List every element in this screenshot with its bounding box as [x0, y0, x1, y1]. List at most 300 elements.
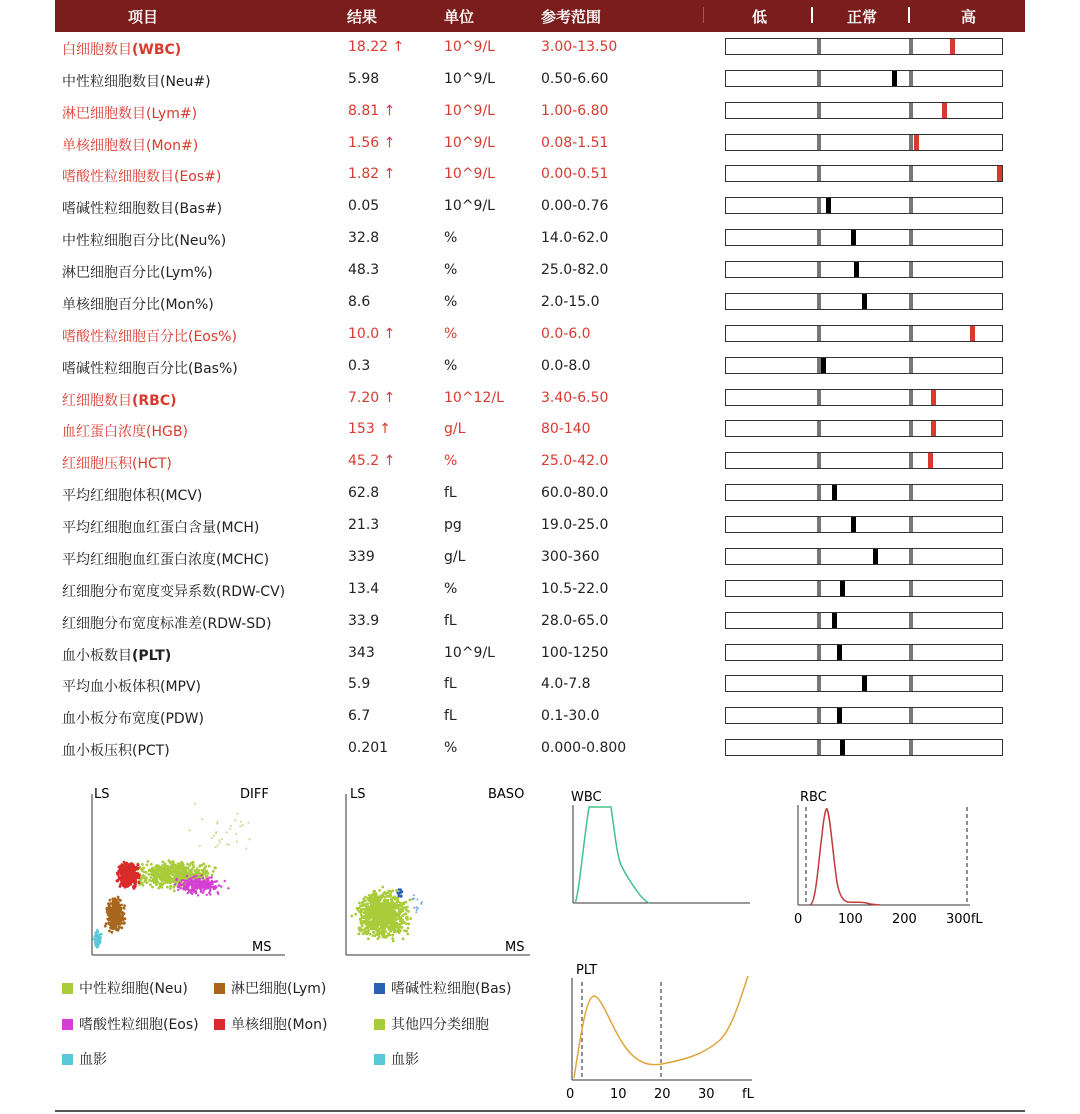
gauge-boundary	[817, 549, 821, 564]
row-unit: fL	[444, 708, 457, 725]
plt-tick-0: 0	[566, 1087, 575, 1102]
row-range: 60.0-80.0	[541, 485, 609, 502]
row-range: 28.0-65.0	[541, 612, 609, 629]
diff-scatter-points	[92, 803, 250, 949]
row-range: 80-140	[541, 421, 591, 438]
scatter-dot	[115, 909, 118, 912]
scatter-dot	[385, 922, 388, 925]
scatter-dot	[378, 889, 381, 892]
scatter-dot	[181, 879, 183, 881]
row-item-name: 嗜酸性粒细胞数目(Eos#)	[62, 169, 222, 186]
scatter-dot	[415, 911, 417, 913]
scatter-dot	[208, 886, 210, 888]
table-row	[0, 287, 1080, 319]
scatter-dot	[187, 882, 189, 884]
scatter-dot	[402, 937, 405, 940]
table-row	[0, 96, 1080, 128]
scatter-dot	[159, 877, 162, 880]
scatter-dot	[206, 870, 209, 873]
row-item-name: 白细胞数目(WBC)	[62, 42, 182, 58]
scatter-dot	[177, 862, 180, 865]
row-item-name: 红细胞分布宽度变异系数(RDW-CV)	[62, 583, 286, 600]
scatter-dot	[143, 880, 146, 883]
gauge-boundary	[817, 39, 821, 54]
row-item-name: 平均红细胞血红蛋白浓度(MCHC)	[62, 551, 270, 568]
scatter-dot	[365, 933, 368, 936]
scatter-dot	[395, 923, 398, 926]
scatter-dot	[173, 871, 176, 874]
scatter-dot	[181, 862, 184, 865]
row-item-name: 淋巴细胞百分比(Lym%)	[62, 265, 213, 282]
scatter-dot	[200, 885, 202, 887]
row-result: 0.05	[348, 198, 380, 215]
scatter-dot	[373, 901, 376, 904]
scatter-dot	[147, 860, 150, 863]
scatter-dot	[405, 912, 408, 915]
scatter-dot	[364, 908, 367, 911]
scatter-dot	[367, 937, 370, 940]
scatter-dot	[202, 891, 204, 893]
table-row	[0, 606, 1080, 638]
scatter-dot	[229, 828, 231, 830]
gauge-boundary	[817, 71, 821, 86]
legend-swatch	[374, 983, 385, 994]
row-item-name: 红细胞分布宽度标准差(RDW-SD)	[62, 615, 272, 632]
scatter-dot	[409, 899, 412, 902]
scatter-dot	[369, 899, 372, 902]
scatter-dot	[155, 883, 158, 886]
table-row	[0, 319, 1080, 351]
gauge-boundary	[909, 39, 913, 54]
scatter-dot	[373, 906, 376, 909]
scatter-dot	[205, 876, 208, 879]
scatter-dot	[235, 833, 237, 835]
scatter-dot	[162, 875, 165, 878]
plt-hist-title: PLT	[576, 963, 598, 978]
diff-scatter-plot	[80, 780, 290, 960]
legend-swatch	[374, 1054, 385, 1065]
scatter-dot	[155, 880, 158, 883]
scatter-dot	[149, 883, 152, 886]
scatter-dot	[143, 875, 146, 878]
scatter-dot	[381, 886, 384, 889]
row-result: 5.9	[348, 676, 371, 693]
row-unit: 10^9/L	[444, 644, 495, 661]
scatter-dot	[376, 916, 379, 919]
scatter-dot	[141, 884, 144, 887]
gauge-marker	[832, 485, 837, 500]
row-item-name: 嗜酸性粒细胞百分比(Eos%)	[62, 328, 237, 345]
scatter-dot	[362, 932, 365, 935]
scatter-dot	[105, 922, 108, 925]
row-item-name: 平均血小板体积(MPV)	[62, 679, 202, 696]
scatter-dot	[390, 890, 393, 893]
table-row	[0, 701, 1080, 733]
gauge-marker	[892, 71, 897, 86]
scatter-dot	[145, 871, 148, 874]
gauge-marker	[821, 358, 826, 373]
scatter-dot	[174, 883, 176, 885]
scatter-dot	[206, 894, 208, 896]
scatter-dot	[150, 863, 153, 866]
scatter-dot	[392, 906, 395, 909]
scatter-dot	[391, 937, 394, 940]
scatter-dot	[395, 889, 398, 892]
scatter-dot	[114, 898, 117, 901]
gauge-boundary	[817, 740, 821, 755]
scatter-dot	[180, 887, 182, 889]
scatter-dot	[191, 867, 194, 870]
scatter-dot	[393, 902, 396, 905]
scatter-dot	[120, 904, 123, 907]
row-result: 48.3	[348, 262, 380, 279]
scatter-dot	[364, 917, 367, 920]
row-range: 10.5-22.0	[541, 580, 609, 597]
gauge-boundary	[817, 198, 821, 213]
row-unit: %	[444, 325, 458, 342]
scatter-dot	[383, 901, 386, 904]
row-range: 4.0-7.8	[541, 676, 591, 693]
scatter-dot	[391, 898, 394, 901]
scatter-dot	[104, 925, 107, 928]
scatter-dot	[214, 866, 217, 869]
scatter-dot	[209, 893, 211, 895]
scatter-dot	[124, 886, 127, 889]
scatter-dot	[386, 899, 389, 902]
scatter-dot	[364, 903, 367, 906]
rbc-hist-title: RBC	[800, 790, 827, 805]
scatter-dot	[175, 867, 178, 870]
range-gauge	[725, 548, 1003, 565]
scatter-dot	[118, 866, 121, 869]
header-range: 参考范围	[541, 8, 602, 26]
row-range: 0.00-0.51	[541, 166, 609, 183]
scatter-dot	[150, 876, 153, 879]
row-range: 3.40-6.50	[541, 389, 609, 406]
scatter-dot	[121, 917, 124, 920]
row-range: 300-360	[541, 548, 600, 565]
legend-mon: 单核细胞(Mon)	[214, 1014, 327, 1034]
scatter-dot	[366, 925, 369, 928]
legend-swatch	[62, 983, 73, 994]
scatter-dot	[397, 913, 400, 916]
scatter-dot	[413, 894, 415, 896]
scatter-dot	[200, 874, 202, 876]
gauge-boundary	[817, 708, 821, 723]
plt-tick-20: 20	[654, 1087, 671, 1102]
scatter-dot	[364, 899, 367, 902]
scatter-dot	[408, 923, 411, 926]
gauge-boundary	[817, 230, 821, 245]
scatter-dot	[376, 924, 379, 927]
gauge-marker	[840, 581, 845, 596]
gauge-boundary	[817, 613, 821, 628]
scatter-dot	[400, 894, 403, 897]
scatter-dot	[153, 880, 156, 883]
scatter-dot	[218, 884, 220, 886]
row-result: 7.20 ↑	[348, 389, 396, 406]
gauge-boundary	[909, 549, 913, 564]
scatter-dot	[401, 919, 404, 922]
scatter-dot	[350, 915, 353, 918]
rbc-curve	[810, 809, 880, 905]
row-result: 153 ↑	[348, 421, 391, 438]
row-range: 2.0-15.0	[541, 293, 600, 310]
gauge-boundary	[909, 740, 913, 755]
scatter-dot	[391, 934, 394, 937]
scatter-dot	[123, 912, 126, 915]
gauge-boundary	[817, 326, 821, 341]
diff-title: DIFF	[240, 787, 269, 802]
scatter-dot	[96, 946, 99, 949]
row-item-name: 平均红细胞血红蛋白含量(MCH)	[62, 520, 260, 537]
baso-scatter-points	[350, 886, 422, 943]
scatter-dot	[240, 821, 242, 823]
scatter-dot	[122, 869, 125, 872]
range-gauge	[725, 484, 1003, 501]
scatter-dot	[378, 930, 381, 933]
scatter-dot	[381, 911, 384, 914]
gauge-marker	[862, 294, 867, 309]
table-row	[0, 638, 1080, 670]
range-gauge	[725, 261, 1003, 278]
legend-bas: 嗜碱性粒细胞(Bas)	[374, 978, 511, 998]
gauge-marker	[997, 166, 1002, 181]
scatter-dot	[215, 846, 217, 848]
range-gauge	[725, 452, 1003, 469]
scatter-dot	[361, 905, 364, 908]
scatter-dot	[216, 823, 218, 825]
scatter-dot	[198, 878, 200, 880]
legend-swatch	[62, 1054, 73, 1065]
range-gauge	[725, 325, 1003, 342]
scatter-dot	[193, 873, 196, 876]
wbc-histogram	[565, 785, 755, 910]
range-gauge	[725, 357, 1003, 374]
scatter-dot	[112, 927, 115, 930]
table-row	[0, 32, 1080, 64]
row-unit: fL	[444, 676, 457, 693]
row-unit: 10^9/L	[444, 102, 495, 119]
row-unit: 10^9/L	[444, 166, 495, 183]
scatter-dot	[209, 888, 211, 890]
scatter-dot	[210, 876, 212, 878]
scatter-dot	[202, 881, 204, 883]
range-gauge	[725, 102, 1003, 119]
gauge-boundary	[909, 676, 913, 691]
gauge-boundary	[909, 71, 913, 86]
scatter-dot	[381, 929, 384, 932]
scatter-dot	[356, 907, 359, 910]
gauge-marker	[931, 421, 936, 436]
gauge-boundary	[909, 358, 913, 373]
row-item-name: 单核细胞百分比(Mon%)	[62, 296, 214, 313]
scatter-dot	[354, 913, 357, 916]
scatter-dot	[391, 928, 394, 931]
scatter-dot	[186, 863, 189, 866]
row-result: 33.9	[348, 612, 380, 629]
gauge-marker	[914, 135, 919, 150]
row-unit: fL	[444, 612, 457, 629]
scatter-dot	[357, 933, 360, 936]
scatter-dot	[197, 894, 199, 896]
scatter-dot	[119, 899, 122, 902]
scatter-dot	[123, 879, 126, 882]
legend-swatch	[374, 1019, 385, 1030]
gauge-marker	[931, 390, 936, 405]
range-gauge	[725, 739, 1003, 756]
scatter-dot	[362, 929, 365, 932]
legend-other: 其他四分类细胞	[374, 1014, 489, 1034]
row-range: 0.0-6.0	[541, 325, 591, 342]
scatter-dot	[161, 861, 164, 864]
header-sep-1	[811, 7, 813, 23]
row-item-name: 中性粒细胞数目(Neu#)	[62, 73, 211, 90]
gauge-boundary	[909, 517, 913, 532]
scatter-dot	[163, 882, 166, 885]
scatter-dot	[182, 870, 185, 873]
scatter-dot	[405, 930, 408, 933]
scatter-dot	[393, 920, 396, 923]
scatter-dot	[175, 875, 178, 878]
scatter-dot	[188, 890, 190, 892]
row-result: 18.22 ↑	[348, 39, 405, 55]
gauge-boundary	[817, 294, 821, 309]
row-result: 8.81 ↑	[348, 102, 396, 119]
table-row	[0, 255, 1080, 287]
scatter-dot	[360, 908, 363, 911]
row-unit: %	[444, 230, 458, 247]
scatter-dot	[118, 876, 121, 879]
scatter-dot	[401, 891, 404, 894]
scatter-dot	[194, 881, 196, 883]
scatter-dot	[384, 904, 387, 907]
scatter-dot	[146, 864, 149, 867]
row-unit: %	[444, 357, 458, 374]
scatter-dot	[94, 940, 97, 943]
gauge-marker	[832, 613, 837, 628]
table-row	[0, 669, 1080, 701]
table-row	[0, 223, 1080, 255]
table-row	[0, 574, 1080, 606]
row-item-name: 平均红细胞体积(MCV)	[62, 488, 203, 505]
scatter-dot	[190, 880, 192, 882]
scatter-dot	[152, 874, 155, 877]
scatter-dot	[204, 873, 207, 876]
legend-eos: 嗜酸性粒细胞(Eos)	[62, 1014, 199, 1034]
scatter-dot	[186, 875, 188, 877]
scatter-dot	[211, 837, 213, 839]
legend-swatch	[214, 1019, 225, 1030]
scatter-dot	[156, 872, 159, 875]
table-row	[0, 191, 1080, 223]
scatter-dot	[173, 890, 176, 893]
range-gauge	[725, 389, 1003, 406]
row-unit: pg	[444, 517, 462, 534]
table-row	[0, 351, 1080, 383]
scatter-dot	[119, 908, 122, 911]
scatter-dot	[214, 886, 216, 888]
gauge-boundary	[909, 708, 913, 723]
range-gauge	[725, 70, 1003, 87]
scatter-dot	[108, 930, 111, 933]
scatter-dot	[96, 934, 99, 937]
row-result: 0.3	[348, 357, 371, 374]
scatter-dot	[234, 819, 236, 821]
scatter-dot	[373, 924, 376, 927]
scatter-dot	[369, 933, 372, 936]
legend-swatch	[62, 1019, 73, 1030]
scatter-dot	[389, 920, 392, 923]
rbc-histogram	[790, 785, 990, 935]
row-unit: 10^9/L	[444, 39, 495, 55]
scatter-dot	[227, 887, 229, 889]
scatter-dot	[413, 907, 415, 909]
scatter-dot	[211, 874, 214, 877]
row-result: 6.7	[348, 708, 371, 725]
row-item-name: 单核细胞数目(Mon#)	[62, 137, 199, 154]
scatter-dot	[121, 865, 124, 868]
row-range: 1.00-6.80	[541, 102, 609, 119]
scatter-dot	[157, 864, 160, 867]
scatter-dot	[369, 912, 372, 915]
gauge-boundary	[817, 103, 821, 118]
gauge-boundary	[817, 262, 821, 277]
scatter-dot	[230, 825, 232, 827]
scatter-dot	[396, 891, 399, 894]
scatter-dot	[175, 879, 177, 881]
scatter-dot	[215, 832, 217, 834]
range-gauge	[725, 420, 1003, 437]
scatter-dot	[126, 871, 129, 874]
table-row	[0, 446, 1080, 478]
gauge-boundary	[817, 485, 821, 500]
range-gauge	[725, 197, 1003, 214]
gauge-marker	[950, 39, 955, 54]
scatter-dot	[364, 896, 367, 899]
scatter-dot	[409, 917, 412, 920]
row-unit: %	[444, 453, 458, 470]
scatter-dot	[382, 895, 385, 898]
table-row	[0, 542, 1080, 574]
scatter-dot	[109, 911, 112, 914]
scatter-dot	[204, 865, 207, 868]
scatter-dot	[407, 910, 410, 913]
scatter-dot	[130, 869, 133, 872]
table-row	[0, 733, 1080, 765]
scatter-dot	[122, 922, 125, 925]
scatter-dot	[359, 930, 362, 933]
gauge-boundary	[817, 581, 821, 596]
range-gauge	[725, 707, 1003, 724]
gauge-marker	[970, 326, 975, 341]
scatter-dot	[378, 915, 381, 918]
scatter-dot	[397, 900, 400, 903]
scatter-dot	[178, 884, 180, 886]
baso-title: BASO	[488, 787, 525, 802]
scatter-dot	[217, 845, 219, 847]
header-normal: 正常	[847, 8, 878, 26]
scatter-dot	[116, 905, 119, 908]
scatter-dot	[196, 867, 199, 870]
row-result: 21.3	[348, 517, 380, 534]
scatter-dot	[126, 881, 129, 884]
gauge-boundary	[817, 453, 821, 468]
gauge-boundary	[909, 294, 913, 309]
baso-x-label: MS	[505, 940, 525, 955]
row-result: 10.0 ↑	[348, 325, 396, 342]
scatter-dot	[374, 921, 377, 924]
